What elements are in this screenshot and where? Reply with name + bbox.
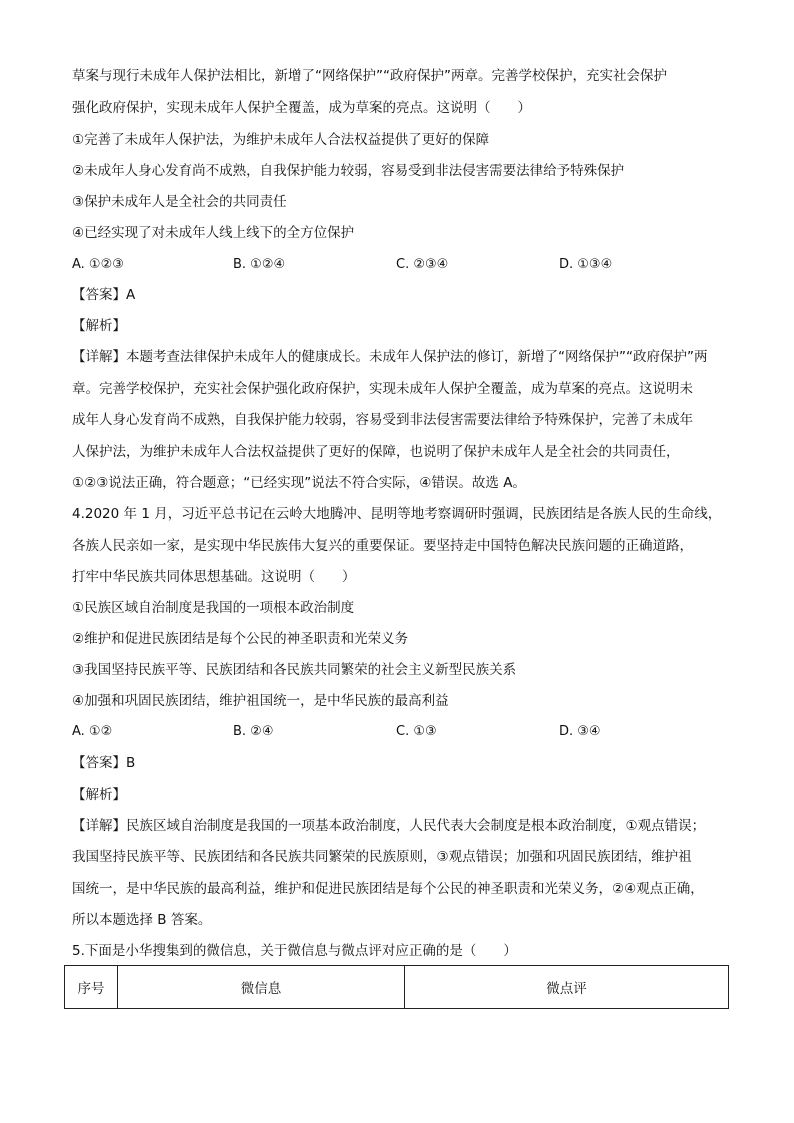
q4-option-b: B. ②④ [233, 724, 274, 739]
table-header-info: 微信息 [118, 966, 405, 1009]
q4-detail-line-1: 【详解】民族区域自治制度是我国的一项基本政治制度，人民代表大会制度是根本政治制度，①观点错误； [72, 818, 706, 834]
q4-analysis-label: 【解析】 [72, 787, 126, 803]
q3-statement-4: ④已经实现了对未成年人线上线下的全方位保护 [72, 225, 355, 241]
q5-stem: 5.下面是小华搜集到的微信息，关于微信息与微点评对应正确的是（ ） [72, 943, 517, 959]
q3-stem-line-2: 强化政府保护，实现未成年人保护全覆盖，成为草案的亮点。这说明（ ） [72, 100, 531, 116]
q4-detail-line-2: 我国坚持民族平等、民族团结和各民族共同繁荣的民族原则，③观点错误；加强和巩固民族团结，维护祖 [72, 849, 692, 865]
q4-statement-1: ①民族区域自治制度是我国的一项根本政治制度 [72, 600, 355, 616]
q4-statement-2: ②维护和促进民族团结是每个公民的神圣职责和光荣义务 [72, 631, 409, 647]
q3-statement-3: ③保护未成年人是全社会的共同责任 [72, 194, 287, 210]
q4-stem-line-1: 4.2020 年 1 月，习近平总书记在云岭大地腾冲、昆明等地考察调研时强调，民族团结是各族人民的生命线， [72, 506, 722, 522]
q4-option-d: D. ③④ [559, 724, 601, 739]
q3-option-b: B. ①②④ [233, 257, 286, 272]
q3-statement-1: ①完善了未成年人保护法，为维护未成年人合法权益提供了更好的保障 [72, 132, 490, 148]
q4-stem-line-3: 打牢中华民族共同体思想基础。这说明（ ） [72, 569, 356, 585]
q4-stem-line-2: 各族人民亲如一家，是实现中华民族伟大复兴的重要保证。要坚持走中国特色解决民族问题的正确道路， [72, 538, 693, 554]
q4-statement-4: ④加强和巩固民族团结，维护祖国统一，是中华民族的最高利益 [72, 693, 449, 709]
q4-option-c: C. ①③ [396, 724, 437, 739]
table-header-row [65, 966, 729, 1009]
table-header-index: 序号 [65, 966, 118, 1009]
q3-detail-line-4: 人保护法，为维护未成年人合法权益提供了更好的保障，也说明了保护未成年人是全社会的共同责任， [72, 444, 680, 460]
q4-detail-line-3: 国统一，是中华民族的最高利益，维护和促进民族团结是每个公民的神圣职责和光荣义务，②④观点正确， [72, 881, 704, 897]
q3-option-a: A. ①②③ [72, 257, 124, 272]
q3-answer: 【答案】A [72, 287, 136, 303]
q3-statement-2: ②未成年人身心发育尚不成熟，自我保护能力较弱，容易受到非法侵害需要法律给予特殊保护 [72, 163, 625, 179]
q3-detail-line-2: 章。完善学校保护，充实社会保护强化政府保护，实现未成年人保护全覆盖，成为草案的亮点。这说明未 [72, 381, 693, 397]
q3-detail-line-1: 【详解】本题考查法律保护未成年人的健康成长。未成年人保护法的修订，新增了“网络保护”“政府保护”两 [72, 349, 708, 365]
q4-option-a: A. ①② [72, 724, 113, 739]
q4-answer: 【答案】B [72, 755, 136, 771]
q3-analysis-label: 【解析】 [72, 318, 126, 334]
q3-option-d: D. ①③④ [559, 257, 613, 272]
q3-detail-line-5: ①②③说法正确，符合题意；“已经实现”说法不符合实际，④错误。故选 A。 [72, 475, 526, 491]
q3-stem-line-1: 草案与现行未成年人保护法相比，新增了“网络保护”“政府保护”两章。完善学校保护，充实社会保护 [72, 68, 667, 84]
q4-statement-3: ③我国坚持民族平等、民族团结和各民族共同繁荣的社会主义新型民族关系 [72, 662, 517, 678]
q3-option-c: C. ②③④ [396, 257, 449, 272]
q5-table [64, 965, 729, 1009]
table-header-comment: 微点评 [405, 966, 729, 1009]
q3-detail-line-3: 成年人身心发育尚不成熟，自我保护能力较弱，容易受到非法侵害需要法律给予特殊保护，完善了未成年 [72, 412, 693, 428]
q4-detail-line-4: 所以本题选择 B 答案。 [72, 912, 212, 928]
